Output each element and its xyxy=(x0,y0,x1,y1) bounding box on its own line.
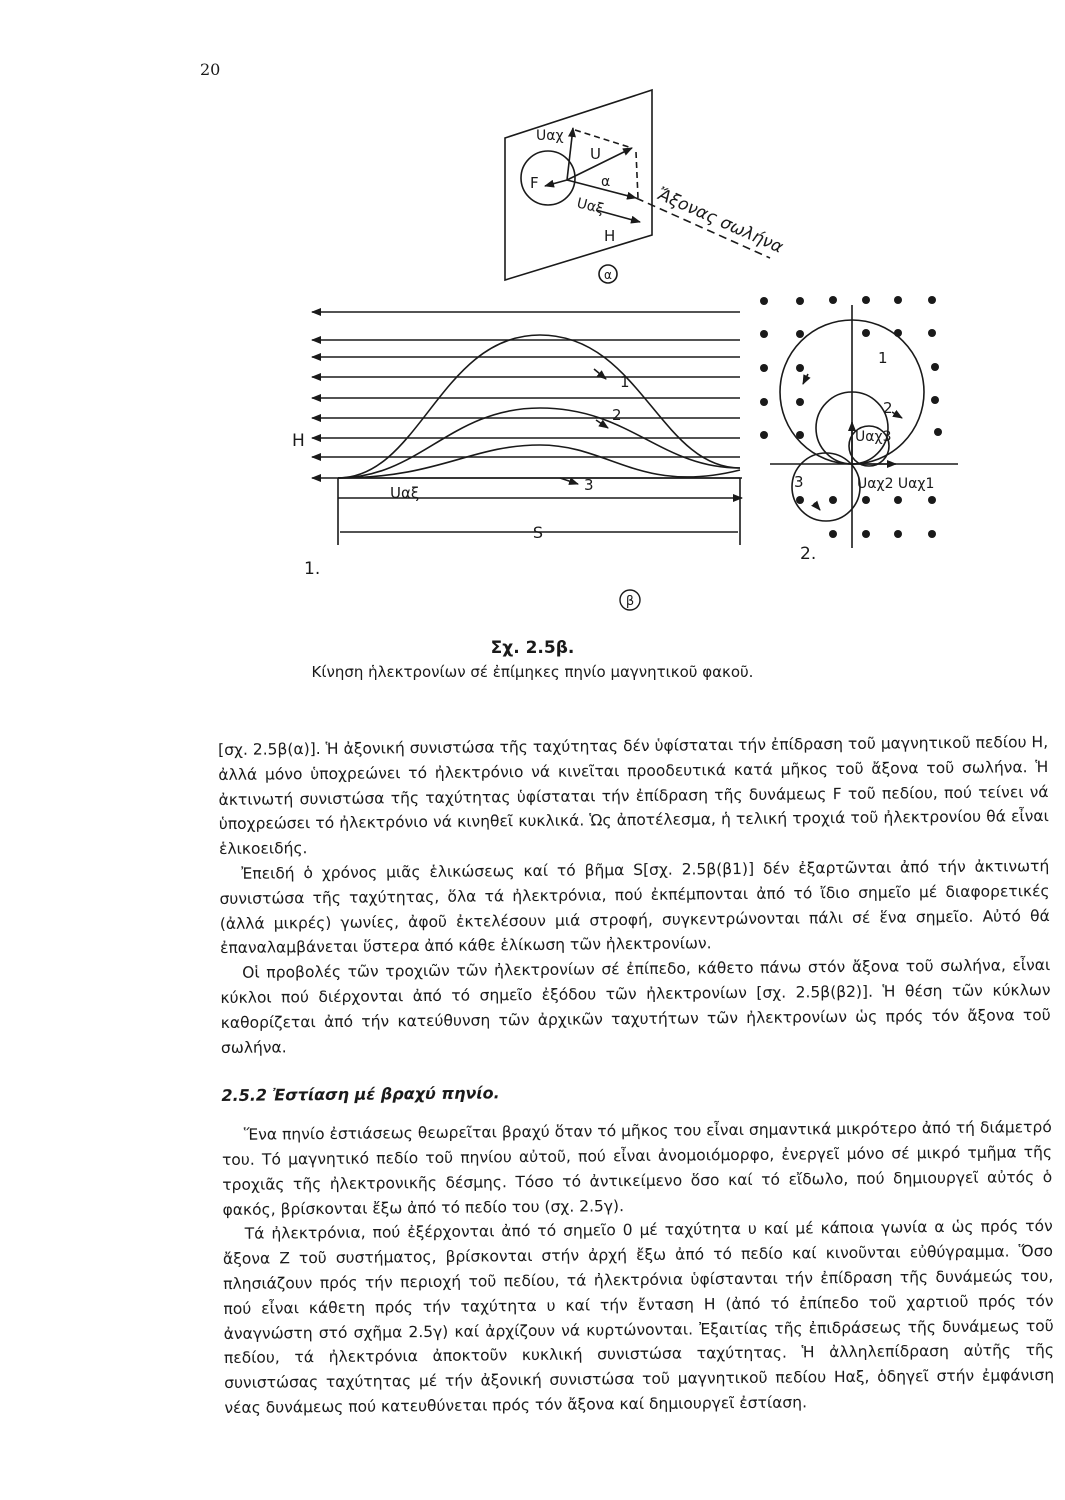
field-dot xyxy=(796,496,804,504)
body-text xyxy=(218,730,1055,1421)
section-heading: 2.5.2 Ἐστίαση μέ βραχύ πηνίο. xyxy=(221,1083,500,1106)
field-h-label: H xyxy=(604,227,616,245)
field-dot xyxy=(760,297,768,305)
figure-caption: Κίνηση ἡλεκτρονίων σέ ἐπίμηκες πηνίο μαγνητικοῦ φακοῦ. xyxy=(311,663,754,681)
field-dot xyxy=(760,364,768,372)
field-dot xyxy=(931,396,939,404)
vector-uax xyxy=(567,128,573,180)
field-dot xyxy=(928,530,936,538)
field-dot xyxy=(862,329,870,337)
field-dot xyxy=(829,496,837,504)
field-dot xyxy=(934,428,942,436)
field-dot xyxy=(928,496,936,504)
field-dot xyxy=(796,398,804,406)
field-dot xyxy=(829,530,837,538)
field-dot xyxy=(796,297,804,305)
figure-title: Σχ. 2.5β. xyxy=(490,638,575,658)
field-dot xyxy=(796,364,804,372)
field-dot xyxy=(931,363,939,371)
proj-3b-label: 3 xyxy=(794,473,804,491)
page-number: 20 xyxy=(200,60,221,79)
subfig-b-mark: β xyxy=(625,594,635,609)
subfigure-b1 xyxy=(312,312,742,545)
projection-arrow xyxy=(803,374,808,384)
figure-2-5b xyxy=(0,0,1065,700)
trajectory-3 xyxy=(338,445,740,478)
field-dot xyxy=(928,329,936,337)
field-h-left: H xyxy=(292,431,305,451)
vec-uaxial-label: Uαξ xyxy=(575,195,606,218)
angle-a-label: α xyxy=(601,174,611,190)
step-s-label: S xyxy=(532,523,544,542)
proj-uax2-uax1-label: Uαχ2 Uαχ1 xyxy=(857,476,935,492)
projection-arrow xyxy=(892,412,902,418)
paragraph: Ἕνα πηνίο ἐστιάσεως θεωρεῖται βραχύ ὅταν τό μῆκος του εἶναι σημαντικά μικρότερο ἀπό τή διάμετρό του. Τό μαγνητικό πεδίο τοῦ πηνίου αὐτοῦ, πού εἶναι ἀνομοιόμορφο, ἐνεργεῖ μόνο σέ μικρό τμῆμα τῆς τροχιᾶς τῆς ἠλεκτρονικῆς δέσμης. Τόσο τό ἀντικείμενο ὅσο καί τό εἴδωλο, πού δημιουργεῖ αὐτός ὁ φακός, βρίσκονται ἔξω ἀπό τό πεδίο του (σχ. 2.5γ). xyxy=(221,1118,1053,1219)
force-f-label: F xyxy=(530,174,539,192)
proj-1-label: 1 xyxy=(878,349,888,367)
panel-1-label: 1. xyxy=(304,559,321,579)
subfigure-a xyxy=(505,90,770,283)
field-dot xyxy=(829,296,837,304)
paragraph: Ἐπειδή ὁ χρόνος μιᾶς ἑλικώσεως καί τό βῆμα S[σχ. 2.5β(β1)] δέν ἐξαρτῶνται ἀπό τήν ἀκτινωτή συνιστώσα τῆς ταχύτητας, ὅλα τά ἠλεκτρόνια, πού ἐκπέμπονται ἀπό τό ἴδιο σημεῖο μέ διαφορετικές (ἀλλά μικρές) γωνίες, ἀφοῦ ἐκτελέσουν μιά στροφή, συγκεντρώνονται πάλι σέ ἕνα σημεῖο. Αὐτό θά ἐπαναλαμβάνεται ὕστερα ἀπό κάθε ἑλίκωση τῶν ἠλεκτρονίων. xyxy=(219,857,1050,958)
field-dot xyxy=(760,431,768,439)
paragraph: Τά ἠλεκτρόνια, πού ἐξέρχονται ἀπό τό σημεῖο 0 μέ ταχύτητα υ καί μέ κάποια γωνία α ὡς πρός τόν ἄξονα Ζ τοῦ συστήματος, βρίσκονται στήν ἀρχή ἔξω ἀπό τό πεδίο καί κινοῦνται εὐθύγραμμα. Ὅσο πλησιάζουν πρός τήν περιοχή τοῦ πεδίου, τά ἠλεκτρόνια ὑφίστανται τήν ἐπίδραση τῆς δυνάμεώς του, πού εἶναι κάθετη πρός τήν ταχύτητα υ καί τήν ἔνταση Η (ἀπό τό ἐπίπεδο τοῦ χαρτιοῦ πρός τόν ἀναγνώστη στό σχῆμα 2.5γ) καί ἀρχίζουν νά κυρτώνονται. Ἐξαιτίας τῆς ἐπιδράσεως τῆς δυνάμεως τοῦ πεδίου, τά ἠλεκτρόνια ἀποκτοῦν κυκλική συνιστώσα ταχύτητας. Ἡ ἀλληλεπίδραση αὐτῆς τῆς συνιστώσας ταχύτητας μέ τήν ἀξονική συνιστώσα τοῦ μαγνητικοῦ πεδίου Hαξ, ὁδηγεῖ στήν ἐμφάνιση νέας δυνάμεως πού κατευθύνεται πρός τόν ἄξονα καί δημιουργεῖ ἐστίαση. xyxy=(222,1217,1055,1417)
vec-u-label: U xyxy=(590,145,601,163)
uaxial-left-label: Uαξ xyxy=(390,484,420,502)
field-dot xyxy=(894,296,902,304)
dashed-right xyxy=(636,152,638,198)
proj-2-label: 2 xyxy=(883,399,893,417)
paragraph: Οἱ προβολές τῶν τροχιῶν τῶν ἠλεκτρονίων σέ ἐπίπεδο, κάθετο πάνω στόν ἄξονα τοῦ σωλήνα, εἶναι κύκλοι πού διέρχονται ἀπό τό σημεῖο ἐξόδου τῶν ἠλεκτρονίων [σχ. 2.5β(β2)]. Ἡ θέση τῶν κύκλων καθορίζεται ἀπό τήν κατεύθυνση τῶν ἀρχικῶν ταχυτήτων τῶν ἠλεκτρονίων ὡς πρός τόν ἄξονα τοῦ σωλήνα. xyxy=(220,956,1051,1057)
field-dot xyxy=(894,496,902,504)
field-dot xyxy=(862,496,870,504)
trajectory-3-label: 3 xyxy=(584,476,594,494)
projection-lines xyxy=(770,305,958,548)
axis-label: Ἄξονας σωλήνα xyxy=(653,184,786,258)
vec-uax-label: Uαχ xyxy=(536,128,564,144)
field-dot xyxy=(862,296,870,304)
vector-force xyxy=(545,180,567,186)
proj-uax3-label: Uαχ3 xyxy=(855,429,892,445)
dashed-top xyxy=(575,130,632,148)
plane-outline xyxy=(505,90,652,280)
field-dot xyxy=(928,296,936,304)
field-dot xyxy=(760,330,768,338)
subfig-a-mark: α xyxy=(604,268,612,282)
field-dot xyxy=(894,530,902,538)
field-dot xyxy=(796,330,804,338)
trajectory-2-label: 2 xyxy=(612,406,622,424)
projection-arrow xyxy=(814,503,820,510)
paragraph: [σχ. 2.5β(α)]. Ἡ ἀξονική συνιστώσα τῆς ταχύτητας δέν ὑφίσταται τήν ἐπίδραση τοῦ μαγνητικοῦ πεδίου Η, ἀλλά μόνο ὑποχρεώνει τό ἠλεκτρόνιο νά κινεῖται προοδευτικά κατά μῆκος τοῦ ἄξονα τοῦ σωλήνα. Ἡ ἀκτινωτή συνιστώσα τῆς ταχύτητας ὑφίσταται τήν ἐπίδραση τῆς δυνάμεως F τοῦ πεδίου, πού τείνει νά ὑποχρεώσει τό ἠλεκτρόνιο νά κινηθεῖ κυκλικά. Ὡς ἀποτέλεσμα, ἡ τελική τροχιά τοῦ ἠλεκτρονίου θά εἶναι ἑλικοειδής. xyxy=(218,733,1049,859)
field-dot xyxy=(760,398,768,406)
trajectory-arrow xyxy=(560,478,578,484)
trajectory-1-label: 1 xyxy=(620,373,630,391)
field-dot xyxy=(862,530,870,538)
panel-2-label: 2. xyxy=(800,544,817,564)
subfigure-b2 xyxy=(760,296,942,538)
